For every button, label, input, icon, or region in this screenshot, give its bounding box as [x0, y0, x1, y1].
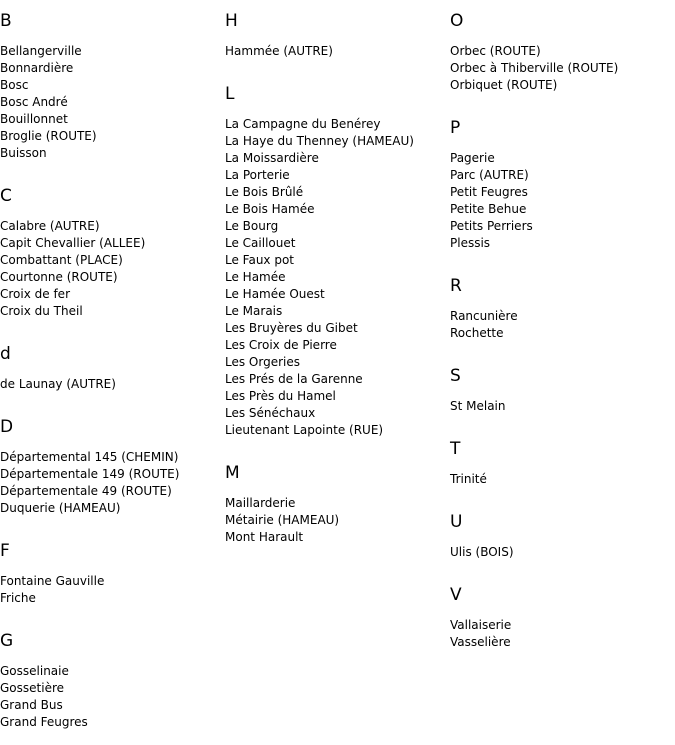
- street-link[interactable]: Bouillonnet: [0, 112, 68, 126]
- street-link[interactable]: Bonnardière: [0, 61, 74, 75]
- street-list-item: [450, 544, 675, 561]
- street-link[interactable]: Métairie (HAMEAU): [225, 513, 340, 527]
- letter-group: [0, 0, 225, 175]
- letter-group: [225, 0, 450, 73]
- street-list-item: [450, 617, 675, 634]
- street-list: [450, 296, 675, 355]
- street-list: [225, 104, 450, 452]
- street-list: [0, 206, 225, 333]
- street-list-item: [0, 573, 225, 590]
- street-link[interactable]: Orbec à Thiberville (ROUTE): [450, 61, 619, 75]
- street-list-item: [225, 405, 450, 422]
- street-list-item: [225, 354, 450, 371]
- letter-group: [0, 620, 225, 744]
- letter-heading: C: [0, 186, 12, 206]
- street-link[interactable]: Bosc: [0, 78, 29, 92]
- letter-heading: d: [0, 344, 11, 364]
- street-link[interactable]: Rancunière: [450, 309, 518, 323]
- street-list-item: [225, 303, 450, 320]
- street-list: [0, 651, 225, 744]
- street-link[interactable]: Les Sénéchaux: [225, 406, 316, 420]
- letter-group: [450, 107, 675, 265]
- street-link[interactable]: Ulis (BOIS): [450, 545, 514, 559]
- street-link[interactable]: Croix de fer: [0, 287, 70, 301]
- street-link[interactable]: Le Faux pot: [225, 253, 295, 267]
- street-link[interactable]: Le Marais: [225, 304, 283, 318]
- street-list-item: [450, 201, 675, 218]
- street-list-item: [450, 184, 675, 201]
- letter-heading: O: [450, 11, 464, 31]
- street-list-item: [225, 150, 450, 167]
- street-list-item: [0, 697, 225, 714]
- street-list-item: [0, 500, 225, 517]
- street-link[interactable]: Les Prés de la Garenne: [225, 372, 363, 386]
- letter-heading: L: [225, 84, 235, 104]
- street-link[interactable]: Vallaiserie: [450, 618, 512, 632]
- street-list-item: [450, 43, 675, 60]
- street-list-item: [450, 634, 675, 651]
- street-link[interactable]: Petite Behue: [450, 202, 527, 216]
- street-link[interactable]: Grand Bus: [0, 698, 63, 712]
- street-list-item: [225, 269, 450, 286]
- street-link[interactable]: Le Hamée Ouest: [225, 287, 325, 301]
- street-list-item: [225, 337, 450, 354]
- street-link[interactable]: Rochette: [450, 326, 504, 340]
- street-list-item: [450, 60, 675, 77]
- street-list-item: [225, 529, 450, 546]
- street-link[interactable]: Départemental 145 (CHEMIN): [0, 450, 179, 464]
- street-list-item: [0, 77, 225, 94]
- letter-group: [0, 333, 225, 406]
- street-list-item: [225, 286, 450, 303]
- street-link[interactable]: Gossetière: [0, 681, 65, 695]
- letter-heading: R: [450, 276, 462, 296]
- street-link[interactable]: Broglie (ROUTE): [0, 129, 97, 143]
- street-link[interactable]: Croix du Theil: [0, 304, 83, 318]
- street-link[interactable]: Départementale 149 (ROUTE): [0, 467, 180, 481]
- index-column-2: [225, 0, 450, 559]
- letter-heading: U: [450, 512, 463, 532]
- street-link[interactable]: Bosc André: [0, 95, 68, 109]
- letter-heading: B: [0, 11, 12, 31]
- street-list-item: [0, 286, 225, 303]
- street-list-item: [0, 43, 225, 60]
- street-list-item: [450, 471, 675, 488]
- street-link[interactable]: Buisson: [0, 146, 47, 160]
- letter-heading: F: [0, 541, 10, 561]
- street-list-item: [225, 43, 450, 60]
- street-list-item: [225, 235, 450, 252]
- street-list-item: [225, 184, 450, 201]
- street-list-item: [450, 218, 675, 235]
- street-link[interactable]: La Moissardière: [225, 151, 319, 165]
- letter-heading: G: [0, 631, 14, 651]
- letter-group: [450, 355, 675, 428]
- letter-group: [450, 574, 675, 664]
- street-list-item: [0, 60, 225, 77]
- street-link[interactable]: Parc (AUTRE): [450, 168, 529, 182]
- letter-heading: S: [450, 366, 461, 386]
- street-link[interactable]: Les Près du Hamel: [225, 389, 336, 403]
- letter-group: [450, 265, 675, 355]
- street-list-item: [450, 150, 675, 167]
- street-list-item: [0, 303, 225, 320]
- street-link[interactable]: Le Caillouet: [225, 236, 296, 250]
- street-list-item: [0, 145, 225, 162]
- letter-heading: P: [450, 118, 461, 138]
- street-list-item: [0, 111, 225, 128]
- street-link[interactable]: Vasselière: [450, 635, 511, 649]
- street-list-item: [0, 714, 225, 731]
- street-list-item: [450, 235, 675, 252]
- street-list-item: [0, 449, 225, 466]
- street-list-item: [225, 388, 450, 405]
- street-list-item: [0, 590, 225, 607]
- letter-group: [450, 501, 675, 574]
- street-list-item: [450, 308, 675, 325]
- street-list-item: [0, 252, 225, 269]
- street-list: [450, 386, 675, 428]
- street-link[interactable]: Courtonne (ROUTE): [0, 270, 118, 284]
- index-column-1: [0, 0, 225, 744]
- letter-heading: H: [225, 11, 238, 31]
- street-link[interactable]: Bellangerville: [0, 44, 82, 58]
- letter-heading: M: [225, 463, 240, 483]
- street-list-item: [0, 235, 225, 252]
- letter-heading: V: [450, 585, 462, 605]
- street-link[interactable]: Lieutenant Lapointe (RUE): [225, 423, 384, 437]
- street-link[interactable]: Le Hamée: [225, 270, 286, 284]
- street-list: [450, 532, 675, 574]
- street-link[interactable]: Le Bourg: [225, 219, 279, 233]
- street-list: [225, 483, 450, 559]
- street-link[interactable]: St Melain: [450, 399, 506, 413]
- letter-group: [0, 530, 225, 620]
- street-list: [450, 459, 675, 501]
- street-list-item: [225, 116, 450, 133]
- street-list-item: [225, 133, 450, 150]
- street-list-item: [0, 663, 225, 680]
- street-list-item: [450, 167, 675, 184]
- street-link[interactable]: Orbec (ROUTE): [450, 44, 541, 58]
- street-link[interactable]: Duquerie (HAMEAU): [0, 501, 121, 515]
- street-list-item: [0, 376, 225, 393]
- letter-group: [450, 0, 675, 107]
- street-link[interactable]: Mont Harault: [225, 530, 304, 544]
- letter-heading: D: [0, 417, 14, 437]
- street-link[interactable]: Calabre (AUTRE): [0, 219, 100, 233]
- street-link[interactable]: de Launay (AUTRE): [0, 377, 116, 391]
- street-link[interactable]: Les Croix de Pierre: [225, 338, 337, 352]
- street-list-item: [225, 218, 450, 235]
- letter-group: [0, 175, 225, 333]
- letter-group: [450, 428, 675, 501]
- street-link[interactable]: Pagerie: [450, 151, 495, 165]
- street-list-item: [225, 201, 450, 218]
- street-list: [450, 605, 675, 664]
- index-column-3: [450, 0, 675, 664]
- street-link[interactable]: La Haye du Thenney (HAMEAU): [225, 134, 414, 148]
- street-list: [225, 31, 450, 73]
- street-list: [0, 31, 225, 175]
- street-list-item: [225, 167, 450, 184]
- street-link[interactable]: Fontaine Gauville: [0, 574, 105, 588]
- street-link[interactable]: Départementale 49 (ROUTE): [0, 484, 172, 498]
- letter-group: [225, 73, 450, 452]
- street-link[interactable]: Friche: [0, 591, 36, 605]
- street-list-item: [0, 269, 225, 286]
- street-list-item: [225, 495, 450, 512]
- street-link[interactable]: Grand Feugres: [0, 715, 88, 729]
- street-list: [0, 364, 225, 406]
- letter-group: [0, 406, 225, 530]
- street-link[interactable]: La Campagne du Benérey: [225, 117, 381, 131]
- street-link[interactable]: Petit Feugres: [450, 185, 528, 199]
- street-list-item: [0, 466, 225, 483]
- street-link[interactable]: Le Bois Brûlé: [225, 185, 304, 199]
- street-list: [450, 31, 675, 107]
- street-link[interactable]: Plessis: [450, 236, 491, 250]
- letter-heading: T: [450, 439, 461, 459]
- street-list-item: [225, 320, 450, 337]
- street-link[interactable]: Trinité: [450, 472, 487, 486]
- street-list: [450, 138, 675, 265]
- street-list-item: [225, 252, 450, 269]
- street-list-item: [225, 422, 450, 439]
- street-list-item: [0, 483, 225, 500]
- street-link[interactable]: La Porterie: [225, 168, 290, 182]
- street-link[interactable]: Orbiquet (ROUTE): [450, 78, 558, 92]
- street-link[interactable]: Gosselinaie: [0, 664, 69, 678]
- street-link[interactable]: Maillarderie: [225, 496, 296, 510]
- street-list-item: [450, 77, 675, 94]
- street-link[interactable]: Les Orgeries: [225, 355, 300, 369]
- street-link[interactable]: Hammée (AUTRE): [225, 44, 333, 58]
- street-list-item: [450, 325, 675, 342]
- street-list-item: [225, 371, 450, 388]
- street-list-item: [0, 94, 225, 111]
- street-link[interactable]: Les Bruyères du Gibet: [225, 321, 358, 335]
- street-list-item: [0, 128, 225, 145]
- street-link[interactable]: Petits Perriers: [450, 219, 533, 233]
- street-link[interactable]: Capit Chevallier (ALLEE): [0, 236, 146, 250]
- street-list-item: [450, 398, 675, 415]
- street-list: [0, 437, 225, 530]
- street-link[interactable]: Le Bois Hamée: [225, 202, 315, 216]
- street-link[interactable]: Combattant (PLACE): [0, 253, 123, 267]
- street-list-item: [225, 512, 450, 529]
- street-list-item: [0, 680, 225, 697]
- street-list-item: [0, 218, 225, 235]
- street-list: [0, 561, 225, 620]
- letter-group: [225, 452, 450, 559]
